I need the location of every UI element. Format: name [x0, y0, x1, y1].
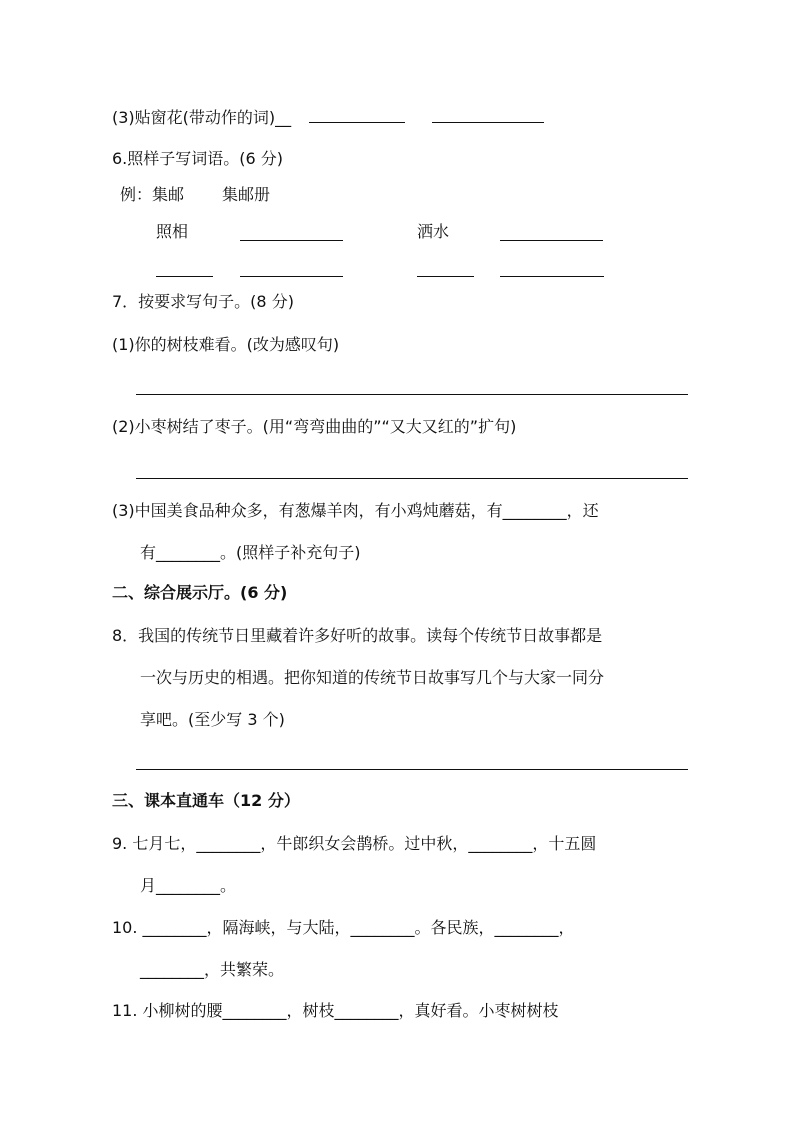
answer-blank[interactable]	[156, 276, 213, 277]
question-11-line-1: 11. 小柳树的腰________，树枝________，真好看。小枣树树枝	[112, 1001, 559, 1020]
answer-blank[interactable]	[240, 276, 343, 277]
question-8-line-3: 享吧。(至少写 3 个)	[140, 710, 285, 729]
question-5-3	[112, 107, 544, 129]
question-6-example-answer: 集邮册	[222, 185, 271, 204]
answer-blank[interactable]	[417, 276, 474, 277]
question-9-line-2: 月________。	[140, 876, 237, 895]
question-6-heading: 6.照样子写词语。(6 分)	[112, 149, 284, 168]
question-6-word-2: 洒水	[417, 222, 450, 241]
question-7-heading: 7．按要求写句子。(8 分)	[112, 292, 294, 311]
question-9-line-1: 9. 七月七，________，牛郎织女会鹊桥。过中秋，________，十五圆	[112, 834, 597, 853]
question-6-example-label: 例：集邮	[120, 185, 185, 204]
answer-blank[interactable]	[309, 108, 405, 123]
question-7-2: (2)小枣树结了枣子。(用“弯弯曲曲的”“又大又红的”扩句)	[112, 417, 517, 436]
answer-line[interactable]	[136, 478, 688, 479]
answer-line[interactable]	[136, 769, 688, 770]
question-10-line-1: 10. ________，隔海峡，与大陆，________。各民族，________，	[112, 918, 575, 937]
question-7-1: (1)你的树枝难看。(改为感叹句)	[112, 335, 340, 354]
question-6-word-1: 照相	[156, 222, 189, 241]
section-2-heading: 二、综合展示厅。(6 分)	[112, 583, 288, 602]
question-8-line-1: 8．我国的传统节日里藏着许多好听的故事。读每个传统节日故事都是	[112, 626, 603, 645]
question-7-3-line-2: 有________。(照样子补充句子)	[140, 543, 361, 562]
section-3-heading: 三、课本直通车（12 分）	[112, 791, 300, 810]
question-7-3-line-1: (3)中国美食品种众多，有葱爆羊肉，有小鸡炖蘑菇，有________，还	[112, 501, 599, 520]
question-10-line-2: ________，共繁荣。	[140, 960, 285, 979]
question-5-3-label: (3)贴窗花(带动作的词)__	[112, 108, 292, 127]
question-8-line-2: 一次与历史的相遇。把你知道的传统节日故事写几个与大家一同分	[140, 668, 605, 687]
answer-blank[interactable]	[432, 108, 544, 123]
answer-blank[interactable]	[240, 240, 343, 241]
answer-line[interactable]	[136, 394, 688, 395]
answer-blank[interactable]	[500, 240, 603, 241]
answer-blank[interactable]	[500, 276, 604, 277]
